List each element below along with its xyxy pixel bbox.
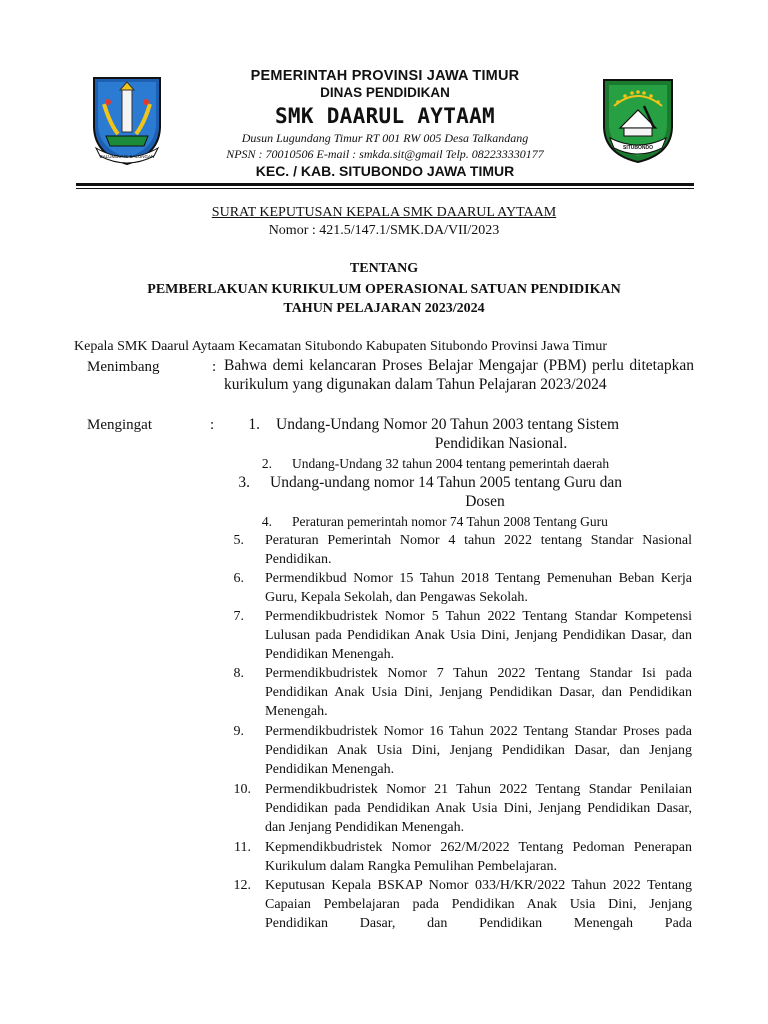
situbondo-emblem-logo xyxy=(600,76,676,164)
list-item-number: 5. xyxy=(233,533,244,548)
mengingat-label: Mengingat xyxy=(87,417,152,433)
letterhead-text xyxy=(200,68,570,180)
opening-statement: Kepala SMK Daarul Aytaam Kecamatan Situbondo Kabupaten Situbondo Provinsi Jawa Timur xyxy=(74,339,607,354)
school-address: Dusun Lugundang Timur RT 001 RW 005 Desa Talkandang xyxy=(241,131,529,145)
decree-number: Nomor : 421.5/147.1/SMK.DA/VII/2023 xyxy=(268,223,500,238)
list-item-text: Permendikbudristek Nomor 5 Tahun 2022 Tentang Standar Kompetensi Lulusan pada Pendidikan Anak Usia Dini, Jenjang Pendidikan Dasar, dan Pendidikan Menengah. xyxy=(265,609,692,662)
list-item-number: 3. xyxy=(238,474,250,491)
school-contact: NPSN : 70010506 E-mail : smkda.sit@gmail Telp. 082233330177 xyxy=(226,146,544,161)
list-item-text: Undang-Undang Nomor 20 Tahun 2003 tentang Sistem xyxy=(276,416,620,433)
list-item-text: Permendikbud Nomor 15 Tahun 2018 Tentang Pemenuhan Beban Kerja Guru, Kepala Sekolah, dan Pengawas Sekolah. xyxy=(265,571,692,605)
list-item-text: Peraturan pemerintah nomor 74 Tahun 2008 Tentang Guru xyxy=(292,514,608,529)
list-item-number: 4. xyxy=(261,514,272,529)
list-item-number: 7. xyxy=(233,609,244,624)
decree-subject-line2: TAHUN PELAJARAN 2023/2024 xyxy=(283,301,485,316)
list-item-number: 9. xyxy=(233,724,244,739)
east-java-emblem-logo xyxy=(88,74,166,166)
decree-subject-line1: PEMBERLAKUAN KURIKULUM OPERASIONAL SATUAN PENDIDIKAN xyxy=(147,282,621,297)
list-item-text-continued: Dosen xyxy=(465,493,505,510)
department-line: DINAS PENDIDIKAN xyxy=(320,85,450,100)
letterhead xyxy=(0,0,768,190)
school-region: KEC. / KAB. SITUBONDO JAWA TIMUR xyxy=(255,163,515,179)
list-item-number: 11. xyxy=(234,840,251,855)
list-item-text: Undang-Undang 32 tahun 2004 tentang pemerintah daerah xyxy=(292,456,610,471)
list-item-text: Permendikbudristek Nomor 21 Tahun 2022 Tentang Standar Penilaian Pendidikan pada Pendidikan Anak Usia Dini, Jenjang Pendidikan Dasar, dan Jenjang Pendidikan Menengah. xyxy=(265,782,692,835)
list-item-number: 1. xyxy=(248,416,260,433)
menimbang-label: Menimbang xyxy=(87,359,160,375)
list-item-text: Permendikbudristek Nomor 16 Tahun 2022 Tentang Standar Proses pada Pendidikan Anak Usia Dini, Jenjang Pendidikan Dasar, dan Jenjang Pendidikan Menengah. xyxy=(265,724,692,777)
list-item-text: Permendikbudristek Nomor 7 Tahun 2022 Tentang Standar Isi pada Pendidikan Anak Usia Dini, Jenjang Pendidikan Dasar, dan Pendidikan Menengah. xyxy=(265,666,692,719)
menimbang-colon: : xyxy=(212,359,217,375)
list-item-text: Peraturan Pemerintah Nomor 4 tahun 2022 tentang Standar Nasional Pendidikan. xyxy=(265,533,692,567)
list-item-number: 10. xyxy=(233,782,251,797)
letterhead-rule-thin xyxy=(76,188,694,189)
mengingat-colon: : xyxy=(210,417,215,433)
school-name: SMK DAARUL AYTAAM xyxy=(274,104,496,128)
list-item-text: Keputusan Kepala BSKAP Nomor 033/H/KR/2022 Tahun 2022 Tentang Capaian Pembelajaran pada Pendidikan Anak Usia Dini, Jenjang Pendidikan Dasar, dan Pendidikan Menengah Pada xyxy=(265,878,692,931)
government-line: PEMERINTAH PROVINSI JAWA TIMUR xyxy=(250,68,520,84)
decree-title: SURAT KEPUTUSAN KEPALA SMK DAARUL AYTAAM xyxy=(211,205,557,220)
list-item-number: 8. xyxy=(233,666,244,681)
list-item-number: 2. xyxy=(261,456,272,471)
list-item-number: 12. xyxy=(233,878,251,893)
list-item-text: Undang-undang nomor 14 Tahun 2005 tentang Guru dan xyxy=(270,474,623,491)
list-item-text-continued: Pendidikan Nasional. xyxy=(434,435,568,452)
svg-text:BALUMBUNG BALUNGAN: BALUMBUNG BALUNGAN xyxy=(99,154,155,159)
list-item-number: 6. xyxy=(233,571,244,586)
tentang-heading: TENTANG xyxy=(349,261,419,276)
letterhead-rule-thick xyxy=(76,183,694,186)
menimbang-text: Bahwa demi kelancaran Proses Belajar Mengajar (PBM) perlu ditetapkan kurikulum yang digunakan dalam Tahun Pelajaran 2023/2024 xyxy=(224,357,694,393)
list-item-text: Kepmendikbudristek Nomor 262/M/2022 Tentang Pedoman Penerapan Kurikulum dalam Rangka Pemulihan Pembelajaran. xyxy=(265,840,692,874)
svg-text:SITUBONDO: SITUBONDO xyxy=(623,145,653,151)
